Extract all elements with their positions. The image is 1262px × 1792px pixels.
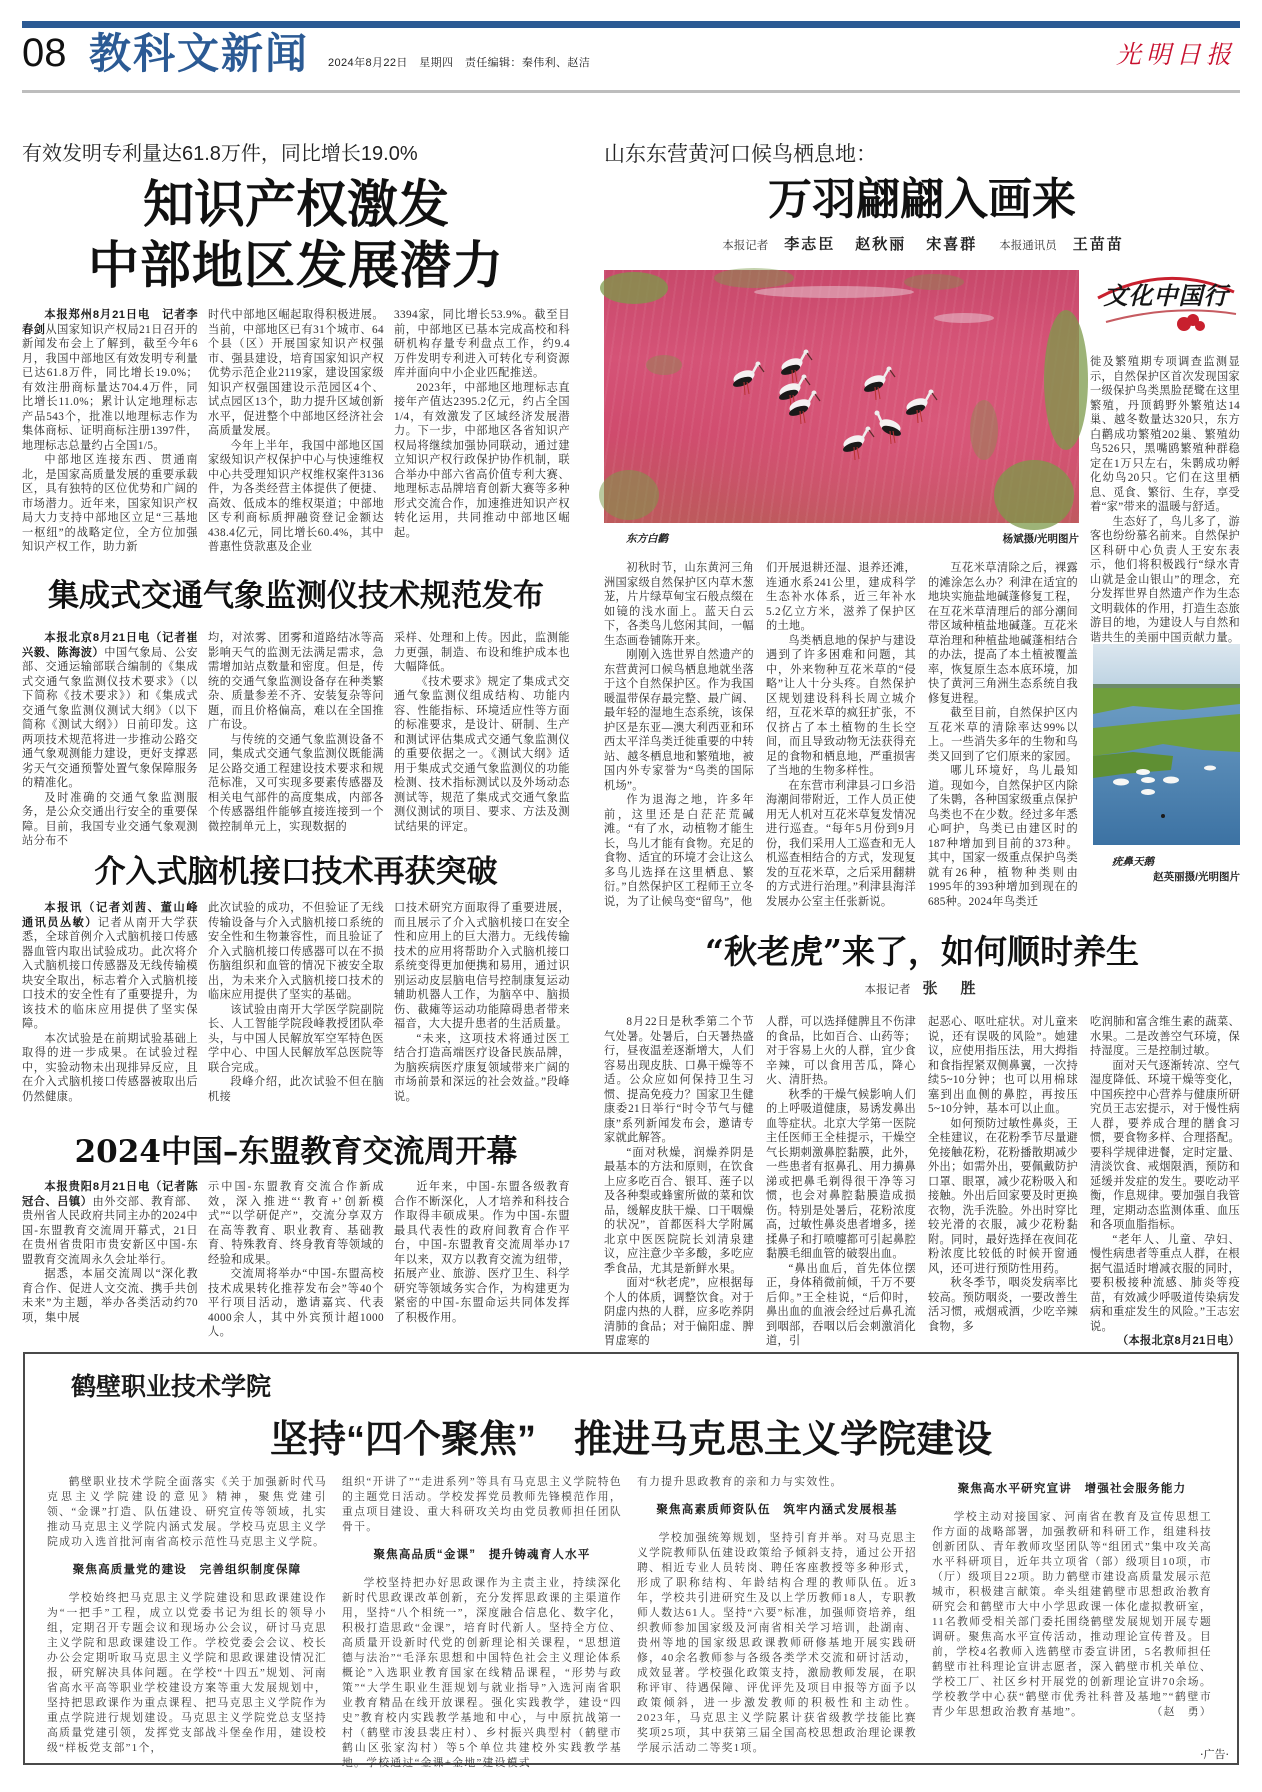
photo1-credit: 杨斌摄/光明图片 — [1002, 533, 1079, 545]
paragraph: 3394家，同比增长53.9%。截至目前，中部地区已基本完成高校和科研机构存量专利盘点工作，约9.4万件发明专利进入可转化专利资源库并面向中小企业匹配推送。 — [394, 309, 570, 379]
paragraph: “面对秋燥，润燥养阴是最基本的方法和原则，在饮食上应多吃百合、银耳、莲子以及各种梨或蜂蜜所做的菜和饮品，缓解皮肤干燥、口干咽燥的状况”，首都医科大学附属北京中医医院院长刘清泉建议，应注意少辛多酸，多吃应季食品，尤其是新鲜水果。 — [604, 1146, 754, 1275]
byline-role: 本报记者 — [864, 984, 911, 996]
water-streak — [754, 286, 994, 323]
newspaper-logo: 光明日报 — [1116, 40, 1237, 69]
paragraph: 组织“开讲了”“走进系列”等具有马克思主义学院特色的主题党日活动。学校发挥党员教师先锋模范作用，重点项目建设、重大科研攻关均由党员教师担任团队骨干。 — [342, 1476, 622, 1533]
text-column — [22, 631, 198, 849]
paragraph: 本报讯（记者刘茜、董山峰 通讯员丛敏）记者从南开大学获悉，全球首例介入式脑机接口传感器血管内取出试验成功。此次将介入式脑机接口传感器及无线传输模块安全取出，标志着介入式脑机接口技术的安全性有了重要提升，为该技术的临床应用提供了坚实保障。 — [22, 902, 210, 1030]
paragraph: “老年人、儿童、孕妇、慢性病患者等重点人群，在根据气温适时增减衣服的同时，要积极接种流感、肺炎等疫苗，有效减少呼吸道传染病发病和重症发生的风险。”王志宏说。 — [1090, 1233, 1240, 1333]
page-number: 08 — [22, 31, 67, 75]
birds-article-side-column — [1090, 355, 1240, 644]
photo1-caption: 东方白鹳 — [626, 533, 668, 545]
text-column — [604, 561, 754, 909]
column-logo-text: 文化中国行 — [1103, 281, 1229, 310]
section-subhead: 聚焦高品质“金课” 提升铸魂育人水平 — [373, 1549, 591, 1561]
text-column — [208, 308, 384, 555]
paragraph: 学校坚持把办好思政课作为主责主业，持续深化新时代思政课改革创新，充分发挥思政课的主渠道作用，坚持“八个相统一”，深度融合信息化、数字化，积极打造思政“金课”，培育时代新人。坚持全方位、高质量开设新时代党的创新理论相关课程，“思想道德与法治”“毛泽东思想和中国特色社会主义理论体系概论”入选职业教育国家在线精品课程，“形势与政策”“大学生职业生涯规划与就业指导”入选河南省职业教育精品在线开放课程。强化实践教学，建设“四史”教育校内实践教学基地和中心，与中原抗战第一村（鹤壁市浚县裴庄村）、乡村振兴典型村（鹤壁市鹤山区张家沟村）等5个单位共建校外实践教学基地。学校通过“金课+金地”建设模式 — [342, 1577, 622, 1769]
paragraph: 交流周将举办“中国-东盟高校技术成果转化推荐发布会”等40个平行项目活动，邀请嘉宾、代表4000余人，其中外宾预计超1000人。 — [208, 1268, 384, 1338]
paragraph: 面对天气逐渐转凉、空气湿度降低、环境干燥等变化，中国疾控中心营养与健康所研究员王志宏提示，对于慢性病人群，要养成合理的膳食习惯，要食物多样、合理搭配。要科学规律进餐，定时定量、清淡饮食、戒烟限酒，预防和延缓并发症的发生。要吃动平衡，作息规律。要加强自我管理，定期动态监测体重、血压和各项血脂指标。 — [1090, 1059, 1240, 1231]
paragraph: 们开展退耕还湿、退养还滩，连通水系241公里，建成科学生态补水体系，近三年补水5.2亿立方米，滋养了保护区的土地。 — [766, 562, 916, 632]
bci-article-body — [22, 901, 570, 1103]
dateline-signoff: （本报北京8月21日电） — [1117, 1335, 1240, 1347]
paragraph: 8月22日是秋季第二个节气处暑。处暑后，白天暑热盛行，昼夜温差逐渐增大，人们容易出现皮肤、口鼻干燥等不适。公众应如何保持卫生习惯、提高免疫力？国家卫生健康委21日举行“时令节气与健康”系列新闻发布会，邀请专家就此解答。 — [604, 1016, 754, 1144]
text-column — [394, 901, 570, 1104]
dateline: 本报北京8月21日电（记者崔兴毅、陈海波） — [22, 632, 198, 659]
paragraph: 哪儿环境好，鸟儿最知道。现如今，自然保护区内除了朱鹮，各种国家级重点保护鸟类也不在少数。经过多年悉心呵护，鸟类已由建区时的187种增加到目前的373种。其中，国家一级重点保护鸟类就有26种，植物种类则由1995年的393种增加到现在的685种。2024年鸟类迁 — [928, 765, 1078, 908]
text-column — [342, 1475, 622, 1771]
paragraph: 据悉，本届交流周以“深化教育合作、促进人文交流、携手共创未来”为主题，举办各类活动约70项，集中展 — [22, 1268, 198, 1324]
paragraph: 学校主动对接国家、河南省在教育及宣传思想工作方面的战略部署，加强教研和科研工作，组建科技创新团队、青年教师攻坚团队等“组团式”集中攻关高水平科研项目，近年共立项省（部）级项目10项，市（厅）级项目22项。助力鹤壁市建设高质量发展示范城市，积极建言献策。牵头组建鹤壁市思想政治教育研究会和鹤壁市大中小学思政课一体化虚拟教研室，11名教师受相关部门委托围绕鹤壁发展规划开展专题调研。聚焦高水平宣传活动，推动理论宣传普及。目前，学校4名教师入选鹤壁市委宣讲团，5名教师担任鹤壁市社科理论宣讲志愿者，深入鹤壁市机关单位、学校工厂、社区乡村开展党的创新理论宣讲70余场。学校教学中心获“鹤壁市优秀社科普及基地”“鹤壁市青少年思想政治教育基地”。 （赵 勇） — [932, 1511, 1212, 1718]
ip-article-body — [22, 308, 570, 553]
text-column — [22, 1180, 198, 1325]
paragraph: 近年来，中国-东盟各级教育合作不断深化，人才培养和科技合作取得丰硕成果。作为中国-东盟最具代表性的政府间教育合作平台，中国-东盟教育交流周举办17年以来，双方以教育交流为纽带，拓展产业、旅游、医疗卫生、科学研究等领域务实合作，为构建更为紧密的中国-东盟命运共同体发挥了积极作用。 — [394, 1181, 570, 1324]
paragraph: 秋冬季节，咽炎发病率比较高。预防咽炎，一要改善生活习惯，戒烟戒酒，少吃辛辣食物，多 — [928, 1277, 1078, 1333]
paragraph: 鹤壁职业技术学院全面落实《关于加强新时代马克思主义学院建设的意见》精神，聚焦党建引领、“金课”打造、队伍建设、研究宣传等领域，扎实推动马克思主义学院内涵式发展。学校马克思主义学院成功入选首批河南省高校示范性马克思主义学院。 — [47, 1476, 327, 1548]
dateline: 本报讯（记者刘茜、董山峰 通讯员丛敏） — [22, 902, 210, 929]
advertorial-headline: 坚持“四个聚焦” 推进马克思主义学院建设 — [269, 1419, 992, 1461]
paragraph: 互花米草清除之后，裸露的滩涂怎么办？利津在适宜的地块实施盐地碱蓬修复工程，在互花米草清理后的部分潮间带区域种植盐地碱蓬。互花米草治理和种植盐地碱蓬相结合的办法，提高了本土植被覆盖率，恢复原生态本底环境，加快了黄河三角洲生态系统自我修复进程。 — [928, 562, 1078, 705]
storks-photo-illustration — [604, 270, 1079, 523]
paragraph: 鸟类栖息地的保护与建设遇到了许多困难和问题，其中，外来物种互花米草的“侵略”让人十分头疼。自然保护区规划建设科科长周立城介绍，互花米草的疯狂扩张，不仅挤占了本土植物的生长空间，而且导致动物无法获得充足的食物和栖息地，严重损害了当地的生物多样性。 — [766, 634, 916, 777]
paragraph: 如何预防过敏性鼻炎，王全桂建议，在花粉季节尽量避免接触花粉，花粉播散期减少外出；如需外出，要佩戴防护口罩、眼罩，减少花粉吸入和接触。外出后回家要及时更换衣物，洗手洗脸。外出时穿比较光滑的衣服，减少花粉黏附。同时，最好选择在夜间花粉浓度比较低的时候开窗通风，还可进行预防性用药。 — [928, 1117, 1078, 1275]
paragraph: 今年上半年，我国中部地区国家级知识产权保护中心与快速维权中心共受理知识产权维权案件3136件，为各类经营主体提供了便捷、高效、低成本的维权渠道；中部地区专利商标质押融资登记金额达438.4亿元，同比增长60.4%，其中普惠性贷款惠及企业 — [208, 439, 384, 553]
author-credit: （赵 勇） — [1151, 1706, 1212, 1718]
paragraph: 时代中部地区崛起取得积极进展。当前，中部地区已有31个城市、64个县（区）开展国家知识产权强市、强县建设，培育国家知识产权优势示范企业2119家，建设国家级知识产权强国建设示范园区4个、试点园区13个，助力提升区域创新水平，促进整个中部地区经济社会高质量发展。 — [208, 309, 384, 437]
paragraph: 在东营市利津县刁口乡沿海潮间带附近，工作人员正使用无人机对互花米草复发情况进行巡查。“每年5月份到9月份，我们采用人工巡查和无人机巡查相结合的方式，发现复发的互花米草，之后采用翻耕的方式进行治理。”利津县海洋发展办公室主任张新说。 — [766, 779, 916, 908]
paragraph: 有力提升思政教育的亲和力与实效性。 — [637, 1476, 843, 1488]
byline-name: 王苗苗 — [1072, 235, 1124, 253]
red-cloud-icon — [1177, 314, 1205, 331]
autumn-article-body — [604, 1015, 1240, 1347]
photo2-credit: 赵英丽摄/光明图片 — [1153, 871, 1240, 883]
text-column — [22, 901, 210, 1104]
section-subhead: 聚焦高素质师资队伍 筑牢内涵式发展根基 — [656, 1504, 898, 1516]
paragraph: 刚刚入选世界自然遗产的东营黄河口候鸟栖息地就坐落于这个自然保护区。作为我国暖温带保存最完整、最广阔、最年轻的湿地生态系统，该保护区是东亚—澳大利西亚和环西太平洋鸟类迁徙重要的中转站、越冬栖息地和繁殖地，被国内外专家誉为“鸟类的国际机场”。 — [604, 649, 754, 792]
section-subhead: 聚焦高质量党的建设 完善组织制度保障 — [72, 1564, 302, 1576]
stork — [875, 411, 903, 445]
swans-photo-illustration — [1093, 644, 1240, 845]
paragraph: “未来，这项技术将通过医工结合打造高端医疗设备民族品牌，为脑疾病医疗康复领域带来广阔的市场前景和深远的社会效益。”段峰说。 — [394, 1032, 570, 1103]
text-column — [928, 1015, 1078, 1334]
ip-article-kicker: 有效发明专利量达61.8万件，同比增长19.0% — [22, 143, 418, 165]
swan — [1141, 777, 1155, 783]
photo2-caption: 疣鼻天鹅 — [1112, 856, 1154, 868]
paragraph: 口技术研究方面取得了重要进展，而且展示了介入式脑机接口在安全性和应用上的巨大潜力。无线传输技术的应用将帮助介入式脑机接口系统变得更加便携和易用，通过识别运动皮层脑电信号控制康复运动辅助机器人工作，为脑卒中、脑损伤、截瘫等运动功能障碍患者带来福音，大大提升患者的生活质量。 — [394, 902, 570, 1030]
paragraph: 2023年，中部地区地理标志直接年产值达2395.2亿元，约占全国1/4，有效激发了区域经济发展潜力。下一步，中部地区各省知识产权局将继续加强协同联动，通过建立知识产权行政保护协作机制，联合举办中部六省高价值专利大赛、地理标志品牌培育创新大赛等多种形式交流合作，加速推进知识产权转化运用，共同推动中部地区崛起。 — [394, 381, 570, 539]
advertorial-box — [23, 1352, 1239, 1769]
autumn-article-headline: “秋老虎”来了，如何顺时养生 — [705, 932, 1139, 971]
asean-article-headline: 2024中国–东盟教育交流周开幕 — [74, 1134, 518, 1170]
text-column — [766, 561, 916, 909]
paragraph: 本报北京8月21日电（记者崔兴毅、陈海波）中国气象局、公安部、交通运输部联合编制的《集成式交通气象监测仪技术要求》（以下简称《技术要求》）和《集成式交通气象监测仪测试大纲》（以下简称《测试大纲》）日前印发。这两项技术规范将进一步推动公路交通气象观测能力建设，更好支撑恶劣天气交通预警处置气象保障服务的精准化。 — [22, 632, 198, 789]
coot-bird — [1161, 814, 1165, 818]
dateline: 本报贵阳8月21日电（记者陈冠合、吕镇） — [22, 1181, 198, 1208]
paragraph: 段峰介绍，此次试验不但在脑机接 — [208, 1076, 384, 1103]
ip-article-headline-line-2: 中部地区发展潜力 — [87, 236, 504, 296]
paragraph: 此次试验的成功，不但验证了无线传输设备与介入式脑机接口系统的安全性和生物兼容性，而且验证了介入式脑机接口传感器可以在不损伤脑组织和血管的情况下被安全取出，为未来介入式脑机接口技术的临床应用提供了坚实的基础。 — [208, 902, 384, 1001]
advertorial-body — [47, 1475, 1212, 1769]
paragraph: 及时准确的交通气象监测服务，是公众交通出行安全的重要保障。目前，我国专业交通气象观测站分布不 — [22, 791, 198, 847]
swan — [1163, 777, 1179, 784]
paragraph: 秋季的干燥气候影响人们的上呼吸道健康，易诱发鼻出血等症状。北京大学第一医院主任医师王全桂提示，干燥空气长期刺激鼻腔黏膜，此外，一些患者有抠鼻孔、用力擤鼻涕或把鼻毛剃得很干净等习惯，也会对鼻腔黏膜造成损伤。特别是处暑后，花粉浓度高，过敏性鼻炎患者增多，搓揉鼻子和打喷嚏都可引起鼻腔黏膜毛细血管的破裂出血。 — [766, 1088, 916, 1260]
text-column — [1090, 1015, 1240, 1349]
swan — [1204, 766, 1216, 771]
text-column — [47, 1475, 327, 1756]
paragraph: 与传统的交通气象监测设备不同，集成式交通气象监测仪既能满足公路交通工程建设技术要求和规范标准，又可实现多要素传感器及相关电气部件的高度集成，内部各个传感器组件能够直接连接到一个微控制单元上，实现数据的 — [208, 733, 384, 833]
weather-article-body — [22, 631, 570, 847]
byline-name: 赵秋丽 — [855, 235, 907, 253]
text-column — [932, 1475, 1212, 1720]
swan — [1136, 769, 1150, 775]
text-column — [604, 1015, 754, 1349]
paragraph: 本报郑州8月21日电 记者李春剑从国家知识产权局21日召开的新闻发布会上了解到，截至今年6月，我国中部地区有效发明专利量已达61.8万件，同比增长19.0%；有效注册商标量达704.4万件，同比增长11.0%；累计认定地理标志产品543个，批准以地理标志作为集体商标、证明商标注册1397件，地理标志总量约占全国1/5。 — [22, 309, 198, 452]
advertisement-label: ·广告· — [1200, 1748, 1229, 1761]
text-column — [766, 1015, 916, 1349]
birds-article-kicker: 山东东营黄河口候鸟栖息地： — [604, 143, 877, 166]
green-vegetation-patches — [599, 268, 1088, 530]
birds-article-body — [604, 561, 1078, 908]
paragraph: 吃润肺和富含维生素的蔬菜、水果。二是改善空气环境，保持湿度。三是控制过敏。 — [1090, 1016, 1240, 1057]
swan — [1113, 779, 1129, 786]
paragraph: 本次试验是在前期试验基础上取得的进一步成果。在试验过程中，实验动物未出现排异反应，且在介入式脑机接口传感器被取出后仍然健康。 — [22, 1032, 198, 1103]
paragraph: 本报贵阳8月21日电（记者陈冠合、吕镇）由外交部、教育部、贵州省人民政府共同主办的2024中国-东盟教育交流周开幕式，21日在贵州省贵阳市贵安新区中国-东盟教育交流周永久会址举行。 — [22, 1181, 198, 1266]
paragraph: 均，对浓雾、团雾和道路结冰等高影响天气的监测无法满足需求，急需增加站点数量和密度。但是，传统的交通气象监测设备存在种类繁杂、质量参差不齐、安装复杂等问题，而且价格偏高，难以在全国推广布设。 — [208, 632, 384, 731]
section-title: 教科文新闻 — [89, 29, 310, 78]
paragraph: “鼻出血后，首先体位摆正，身体稍微前倾，千万不要后仰。”王全桂说，“后仰时，鼻出血的血液会经过后鼻孔流到咽部，吞咽以后会刺激消化道，引 — [766, 1262, 916, 1347]
paragraph: 学校始终把马克思主义学院建设和思政课建设作为“一把手”工程，成立以党委书记为组长的领导小组，定期召开专题会议和现场办公会议，研讨马克思主义学院和思政课建设工作。学校党委会会议、校长办公会定期听取马克思主义学院和思政课建设情况汇报，研究解决具体问题。在学校“十四五”规划、河南省高水平高等职业学校建设方案等重大发展规划中，坚持把思政课作为重点课程、把马克思主义学院作为重点学院进行规划建设。马克思主义学院党总支坚持高质量党建引领，发挥党支部战斗堡垒作用，建设校级“样板党支部”1个， — [47, 1592, 327, 1754]
masthead-divider — [22, 90, 1240, 93]
paragraph: 该试验由南开大学医学院副院长、人工智能学院段峰教授团队牵头，与中国人民解放军空军特色医学中心、中国人民解放军总医院等联合完成。 — [208, 1003, 384, 1074]
paragraph: 截至目前，自然保护区内互花米草的清除率达99%以上。一些消失多年的生物和鸟类又回到了它们原来的家园。 — [928, 707, 1078, 763]
masthead-color-bar — [22, 21, 1240, 28]
text-column — [394, 1180, 570, 1325]
byline-name: 李志臣 — [784, 235, 836, 253]
paragraph: 中部地区连接东西、贯通南北，是国家高质量发展的重要承载区，具有独特的区位优势和广阔的市场潜力。近年来，国家知识产权局大力支持中部地区立足“三基地一枢纽”的战略定位，全方位加强知识产权工作，助力新 — [22, 454, 198, 553]
byline-role: 本报记者 — [722, 240, 769, 252]
text-column — [394, 308, 570, 540]
paragraph: 示中国-东盟教育交流合作新成效，深入推进“‘教育+’创新模式”“以学研促产”，交流分享双方在高等教育、职业教育、基础教育、特殊教育、终身教育等领域的经验和成果。 — [208, 1181, 384, 1266]
text-column — [208, 1180, 384, 1340]
paragraph: 采样、处理和上传。因此，监测能力更强，制造、布设和维护成本也大幅降低。 — [394, 632, 570, 673]
paragraph: 生态好了，鸟儿多了，游客也纷纷慕名前来。自然保护区科研中心负责人王安东表示，他们将积极践行“绿水青山就是金山银山”的理念，充分发挥世界自然遗产作为生态文明载体的作用，打造生态旅游目的地，为建设人与自然和谐共生的美丽中国贡献力量。 — [1090, 515, 1240, 644]
paragraph: 徙及繁殖期专项调查监测显示，自然保护区首次发现国家一级保护鸟类黑脸琵鹭在这里繁殖，丹顶鹤野外繁殖达14巢、越冬数量达320只，东方白鹳成功繁殖202巢、繁殖幼鸟526只，黑嘴鸥繁殖种群稳定在1万只左右，朱鹮成功孵化幼鸟20只。它们在这里栖息、觅食、繁衍、生存，享受着“家”带来的温暖与舒适。 — [1090, 356, 1240, 513]
paragraph: 学校加强统筹规划，坚持引育并举。对马克思主义学院教师队伍建设政策给予倾斜支持，通过公开招聘、相近专业人员转岗、聘任客座教授等多种形式，形成了职称结构、年龄结构合理的教师队伍。近3年，学校共引进研究生及以上学历教师18人，专职教师人数达61人。坚持“六要”标准，加强师资培养，组织教师参加国家级及河南省相关学习培训，赴湖南、贵州等地的国家级思政课教师研修基地开展实践研修，40余名教师参与各级各类学术交流和研讨活动，成效显著。学校强化政策支持，激励教师发展，在职称评审、待遇保障、评优评先及项目申报等方面予以政策倾斜，进一步激发教师的积极性和主动性。2023年，马克思主义学院累计获省级教学技能比赛奖项25项，其中获第三届全国高校思想政治理论课教学展示活动二等奖1项。 — [637, 1532, 917, 1754]
birds-article-headline: 万羽翩翩入画来 — [768, 174, 1076, 225]
text-column — [208, 901, 384, 1104]
byline-name: 张 胜 — [922, 979, 980, 997]
swan — [1141, 789, 1155, 795]
birds-article-byline — [604, 233, 1240, 254]
paragraph: 初秋时节，山东黄河三角洲国家级自然保护区内草木葱茏，片片绿草甸宝石般点缀在如镜的浅水面上。蓝天白云下，各类鸟儿悠闲其间，一幅生态画卷铺陈开来。 — [604, 562, 754, 647]
culture-china-tour-column-logo — [1092, 268, 1240, 336]
asean-article-body — [22, 1180, 570, 1338]
advertorial-school-name: 鹤壁职业技术学院 — [71, 1373, 272, 1401]
stork — [842, 427, 874, 461]
paragraph: 面对“秋老虎”，应根据每个人的体质，调整饮食。对于阴虚内热的人群，应多吃养阴清肺的食品；对于偏阳虚、脾胃虚寒的 — [604, 1277, 754, 1347]
stork-flock — [732, 350, 937, 461]
weather-article-headline: 集成式交通气象监测仪技术规范发布 — [48, 578, 544, 614]
stork — [780, 350, 812, 384]
paragraph: 人群，可以选择健脾且不伤津的食品，比如百合、山药等；对于容易上火的人群，宜少食辛辣，可以食用苦瓜，降心火、清肝热。 — [766, 1016, 916, 1086]
text-column — [208, 631, 384, 834]
byline-role: 本报通讯员 — [999, 240, 1057, 252]
ip-article-headline-line-1: 知识产权激发 — [142, 175, 449, 235]
stork — [863, 367, 895, 401]
text-column — [1090, 355, 1240, 645]
issue-date-and-editors: 2024年8月22日 星期四 责任编辑：秦伟利、赵洁 — [328, 57, 591, 69]
stork — [732, 362, 764, 396]
paragraph: 起恶心、呕吐症状。对儿童来说，还有误吸的风险”。她建议，应使用指压法，用大拇指和食指捏紧双侧鼻翼，一次持续5~10分钟；也可以用棉球塞到出血侧的鼻腔，再按压5~10分钟，基本可以止血。 — [928, 1016, 1078, 1115]
text-column — [928, 561, 1078, 909]
text-column — [394, 631, 570, 834]
photo-swans-wetland — [1093, 644, 1240, 845]
byline-name: 宋喜群 — [926, 235, 978, 253]
paragraph: 作为退海之地，许多年前，这里还是白茫茫荒碱滩。“有了水，动植物才能生长，鸟儿才能有食物。充足的食物、适宜的环境才会让这么多鸟儿选择在这里栖息、繁衍。”自然保护区工程师王立冬说，为了让候鸟变“留鸟”，他 — [604, 794, 754, 908]
dateline: 本报郑州8月21日电 记者李春剑 — [22, 309, 198, 336]
bci-article-headline: 介入式脑机接口技术再获突破 — [94, 854, 498, 890]
autumn-article-byline — [604, 977, 1240, 998]
photo-storks-red-wetland — [604, 270, 1079, 523]
stork — [905, 390, 937, 424]
section-subhead: 聚焦高水平研究宣讲 增强社会服务能力 — [957, 1483, 1187, 1495]
text-column — [22, 308, 198, 555]
paragraph: 《技术要求》规定了集成式交通气象监测仪组成结构、功能内容、性能指标、环境适应性等方面的标准要求，是设计、研制、生产和测试评估集成式交通气象监测仪的重要依据之一。《测试大纲》适用于集成式交通气象监测仪的功能检测、技术指标测试以及外场动态测试等，规范了集成式交通气象监测仪测试的项目、要求、方法及测试结果的评定。 — [394, 675, 570, 833]
text-column — [637, 1475, 917, 1756]
